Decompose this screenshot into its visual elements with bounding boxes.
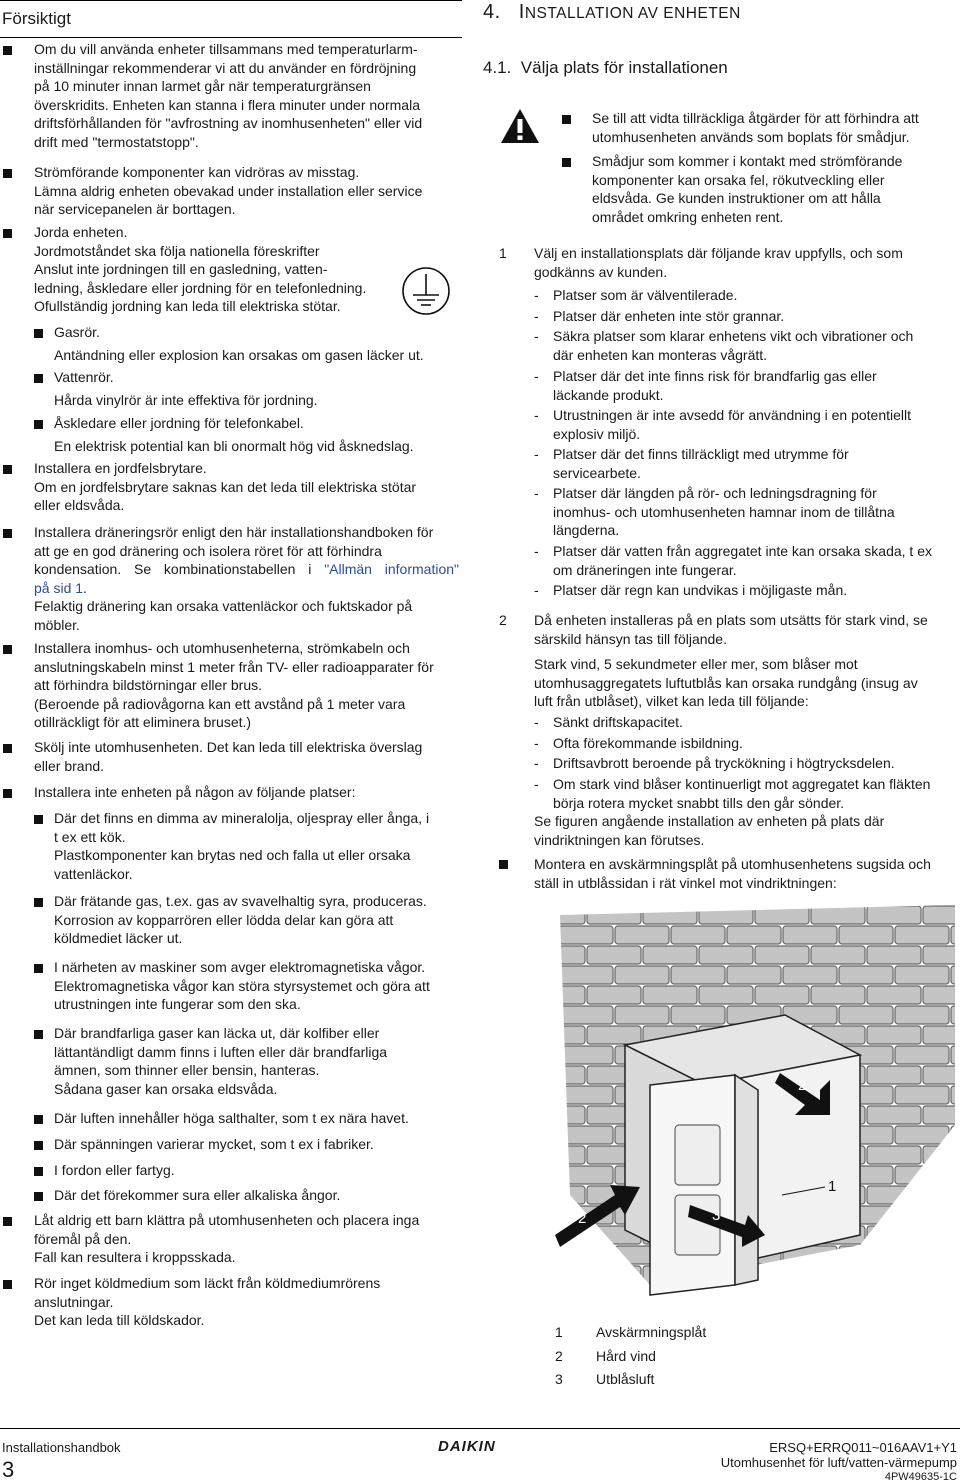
para-tv-distance (34, 639, 459, 732)
bullet (562, 115, 571, 124)
text-line: Smådjur som kommer i kontakt med strömförande (592, 153, 903, 169)
unit-grille-top (675, 1125, 720, 1185)
bullet (3, 789, 12, 798)
bullet (34, 1167, 43, 1176)
installation-figure (530, 905, 955, 1300)
text-line: explosiv miljö. (553, 425, 641, 442)
text-line: Låt aldrig ett barn klättra på utomhusenheten och placera inga (34, 1212, 420, 1228)
text-line: drift med "termostatstopp". (34, 133, 199, 150)
bullet (3, 46, 12, 55)
text-line: Platser där längden på rör- och ledningsdragning för (553, 485, 877, 501)
text-line: Välj en installationsplats där följande krav uppfylls, och som (534, 245, 903, 261)
text-line: anslutningar. (34, 1293, 114, 1310)
effect-fan (553, 775, 957, 812)
text-line: Jorda enheten. (34, 224, 128, 240)
bullet (34, 329, 43, 338)
text-line: lättantändligt damm finns i luften eller där brandfarliga (54, 1043, 388, 1060)
text-line: Åskledare eller jordning för telefonkabel. (54, 415, 304, 431)
text-line: Där det finns en dimma av mineralolja, oljespray eller ånga, i (54, 810, 430, 826)
bullet (499, 860, 508, 869)
dash-marker: - (534, 368, 539, 384)
warning-triangle-icon (500, 108, 540, 144)
text-line: utrustningen inte fungerar som den ska. (54, 996, 301, 1013)
text-line: Säkra platser som klarar enhetens vikt och vibrationer och (553, 328, 914, 344)
text-line: eller brand. (34, 757, 105, 774)
dash-marker: - (534, 735, 539, 751)
chapter-number: 4. (483, 1, 501, 23)
para-mineral-oil (54, 809, 459, 883)
section-header-bar (0, 0, 462, 38)
text-line: särskild hänsyn tas till följande. (534, 630, 727, 647)
text-line: Det kan leda till köldskador. (34, 1312, 205, 1329)
text-line: vindriktningen kan förutses. (534, 831, 705, 848)
legend-number: 3 (555, 1371, 563, 1387)
req-water-damage (553, 542, 957, 579)
effect-capacity: Sänkt driftskapacitet. (553, 714, 683, 730)
link-general-info[interactable]: "Allmän information" (324, 561, 459, 578)
legend-text: Hård vind (596, 1348, 656, 1364)
bullet (34, 1192, 43, 1201)
figure-label-1: 1 (828, 1178, 837, 1195)
text-line: Lämna aldrig enheten obevakad under installation eller service (34, 182, 423, 199)
dash-marker: - (534, 582, 539, 598)
para-corrosive-gas (54, 892, 459, 948)
bullet (562, 158, 571, 167)
text-line: längderna. (553, 522, 620, 539)
text-line: driftsförhållanden för "avfrostning av inomhusenheten" eller vid (34, 115, 423, 132)
text-line: Stark vind, 5 sekundmeter eller mer, som blåser mot (534, 656, 858, 672)
chapter-heading (483, 1, 741, 24)
text-line: Platser där det finns tillräckligt med utrymme för (553, 446, 849, 462)
req-rain: Platser där regn kan undvikas i möjligaste mån. (553, 582, 848, 598)
text-line: när servicepanelen är borttagen. (34, 201, 236, 218)
text-line: Fall kan resultera i kroppsskada. (34, 1249, 236, 1266)
req-no-gas (553, 367, 957, 404)
text-line: Där brandfarliga gaser kan läcka ut, där kolfiber eller (54, 1025, 380, 1041)
text-line: om dräneringen inte fungerar. (553, 561, 737, 578)
para-see-figure (534, 812, 957, 849)
text-line: En elektrisk potential kan bli onormalt hög vid åsknedslag. (54, 437, 414, 454)
text-line: området omkring enheten rent. (592, 208, 784, 225)
para-vehicles: I fordon eller fartyg. (54, 1162, 175, 1178)
para-refrigerant (34, 1274, 459, 1330)
legend-text: Utblåsluft (596, 1371, 655, 1387)
para-wind-effect (534, 655, 957, 711)
req-pipe-length (553, 484, 957, 540)
list-number: 1 (499, 245, 507, 261)
text-line: Sådana gaser kan orsaka eldsvåda. (54, 1080, 278, 1097)
section-title: Försiktigt (2, 9, 71, 28)
text-line: Plastkomponenter kan brytas ned och falla ut eller orsaka (54, 847, 411, 864)
text-segment: . (83, 579, 87, 596)
outdoor-unit-side (735, 1075, 758, 1285)
footer-model: ERSQ+ERRQ011~016AAV1+Y1 (769, 1440, 957, 1455)
footer-doc-number: 4PW49635-1C (884, 1471, 957, 1483)
text-line: godkänns av kunden. (534, 263, 668, 280)
text-line: Se figuren angående installation av enheten på plats där (534, 813, 885, 829)
legend-number: 1 (555, 1324, 563, 1340)
text-line: Om du vill använda enheter tillsammans med temperaturlarm- (34, 41, 418, 57)
text-line: t ex ett kök. (54, 828, 126, 845)
para-temperature-alarm (34, 40, 459, 152)
para-voltage: Där spänningen varierar mycket, som t ex i fabriker. (54, 1136, 374, 1152)
text-line: Montera en avskärmningsplåt på utomhusenhetens sugsida och (534, 856, 931, 872)
figure-label-2-top: 2 (798, 1077, 807, 1094)
text-line: I närheten av maskiner som avger elektromagnetiska vågor. (54, 959, 426, 975)
section-heading: 4.1. Välja plats för installationen (483, 58, 728, 77)
bullet (3, 465, 12, 474)
dash-marker: - (534, 755, 539, 771)
dash-marker: - (534, 543, 539, 559)
text-line: att förhindra bildstörningar eller brus. (34, 677, 263, 694)
para-salt: Där luften innehåller höga salthalter, som t ex nära havet. (54, 1110, 409, 1126)
dash-marker: - (534, 287, 539, 303)
footer-product: Utomhusenhet för luft/vatten-värmepump (720, 1455, 957, 1470)
bullet (3, 529, 12, 538)
text-line: Skölj inte utomhusenheten. Det kan leda till elektriska överslag (34, 739, 423, 755)
text-line: servicearbete. (553, 464, 641, 481)
text-line: där enheten kan monteras vågrätt. (553, 346, 768, 363)
effect-pressure: Driftsavbrott beroende på tryckökning i högtrycksdelen. (553, 755, 895, 771)
text-line: Korrosion av kopparrören eller lödda delar kan göra att (54, 911, 394, 928)
para-small-animals (592, 109, 949, 146)
text-line: Gasrör. (54, 324, 100, 340)
text-line: Installera inomhus- och utomhusenheterna, strömkabeln och (34, 640, 410, 656)
text-line: läckande produkt. (553, 386, 664, 403)
bullet (34, 898, 43, 907)
text-line: inställningar rekommenderar vi att du använder en fördröjning (34, 59, 417, 76)
ground-symbol-icon (400, 265, 452, 317)
para-animal-contact (592, 152, 949, 226)
text-line: anslutningskabeln minst 1 meter från TV- eller radioapparater för (34, 658, 434, 675)
dash-marker: - (534, 446, 539, 462)
text-line: Om en jordfelsbrytare saknas kan det leda till elektriska stötar (34, 478, 417, 495)
legend-text: Avskärmningsplåt (596, 1324, 707, 1340)
para-shield-plate (534, 855, 957, 892)
text-line: Anslut inte jordningen till en gasledning, vatten- (34, 261, 328, 278)
text-line: komponenter kan orsaka fel, rökutveckling eller (592, 171, 885, 188)
text-line: Om stark vind blåser kontinuerligt mot aggregatet kan fläkten (553, 776, 931, 792)
link-page-1[interactable]: på sid 1 (34, 579, 84, 596)
dash-marker: - (534, 714, 539, 730)
req-ventilated: Platser som är välventilerade. (553, 287, 738, 303)
bullet (3, 1280, 12, 1289)
text-line: otillräckligt för att eliminera bruset.) (34, 714, 252, 731)
para-acid-vapors: Där det förekommer sura eller alkaliska ångor. (54, 1187, 341, 1203)
text-line: Platser där vatten från aggregatet inte kan orsaka skada, t ex (553, 543, 932, 559)
text-line: utomhusaggregatets luftutblås kan orsaka rundgång (insug av (534, 674, 918, 691)
para-gas-pipes (54, 323, 459, 364)
text-line: luft från utblåset), vilket kan leda till följande: (534, 693, 809, 710)
legend-number: 2 (555, 1348, 563, 1364)
bullet (3, 169, 12, 178)
para-water-pipes (54, 368, 459, 409)
figure-label-3: 3 (712, 1207, 721, 1224)
text-line: Ofullständig jordning kan leda till elektriska stötar. (34, 298, 341, 315)
chapter-initial: I (518, 1, 525, 23)
text-line: Installera inte enheten på någon av följande platser: (34, 784, 356, 800)
req-neighbours: Platser där enheten inte stör grannar. (553, 308, 785, 324)
footer-manual-title: Installationshandbok (2, 1440, 121, 1455)
para-em-waves (54, 958, 459, 1014)
text-line: Där frätande gas, t.ex. gas av svavelhaltig syra, produceras. (54, 893, 427, 909)
text-line: överskridits. Enheten kan stanna i flera minuter under normala (34, 96, 420, 113)
text-line: köldmediet läcker ut. (54, 930, 183, 947)
chapter-title: NSTALLATION AV ENHETEN (524, 5, 741, 22)
effect-icing: Ofta förekommande isbildning. (553, 735, 743, 751)
text-line: Utrustningen är inte avsedd för användning i en potentiellt (553, 407, 912, 423)
bullet (3, 229, 12, 238)
text-line: eller eldsvåda. (34, 497, 125, 514)
text-line: ämnen, som thinner eller bensin, hanteras. (54, 1062, 320, 1079)
req-not-explosive (553, 406, 957, 443)
text-line: Jordmotståndet ska följa nationella föreskrifter (34, 242, 320, 259)
text-line: Platser där det inte finns risk för brandfarlig gas eller (553, 368, 877, 384)
para-choose-location (534, 244, 957, 281)
text-line: ledning, åskledare eller jordning för en telefonledning. (34, 279, 367, 296)
dash-marker: - (534, 485, 539, 501)
para-drainage (34, 523, 459, 635)
list-number: 2 (499, 612, 507, 628)
text-line: Installera dräneringsrör enligt den här installationshandboken för (34, 524, 434, 540)
bullet (34, 420, 43, 429)
text-line: möbler. (34, 616, 80, 633)
text-line: Vattenrör. (54, 369, 114, 385)
text-line: vattenläckor. (54, 865, 133, 882)
daikin-logo: DAIKIN (438, 1438, 496, 1455)
req-weight (553, 327, 957, 364)
dash-marker: - (534, 328, 539, 344)
text-line: att ge en god dränering och isolera röret för att förhindra (34, 542, 382, 559)
bullet (34, 1030, 43, 1039)
text-line: börja rotera mycket snabbt tills den går sönder. (553, 794, 845, 811)
para-do-not-install (34, 783, 459, 802)
bullet (34, 1141, 43, 1150)
para-flammable-gas (54, 1024, 459, 1098)
text-line: (Beroende på radiovågorna kan ett avstånd på 1 meter vara (34, 695, 406, 712)
text-line: Då enheten installeras på en plats som utsätts för stark vind, se (534, 612, 928, 628)
text-line: Hårda vinylrör är inte effektiva för jordning. (54, 391, 318, 408)
para-strong-wind (534, 611, 957, 648)
bullet (34, 815, 43, 824)
page-footer (0, 1428, 960, 1483)
bullet (34, 1115, 43, 1124)
text-line: på 10 minuter innan larmet går när temperaturgränsen (34, 78, 371, 95)
text-line: Se till att vidta tillräckliga åtgärder för att förhindra att (592, 110, 919, 126)
text-line: eldsvåda. Ge kunden instruktioner om att hålla (592, 190, 881, 207)
para-grounding (34, 223, 374, 316)
text-segment: kondensation. Se kombinationstabellen i (34, 561, 325, 578)
dash-marker: - (534, 776, 539, 792)
dash-marker: - (534, 407, 539, 423)
text-line: ställ in utblåssidan i rät vinkel mot vindriktningen: (534, 874, 837, 891)
text-line: Rör inget köldmedium som läckt från köldmediumrörens (34, 1275, 381, 1291)
text-line: Antändning eller explosion kan orsakas om gasen läcker ut. (54, 346, 424, 363)
bullet (3, 645, 12, 654)
text-line (34, 560, 459, 579)
text-line: Elektromagnetiska vågor kan störa styrsystemet och göra att (54, 977, 430, 994)
dash-marker: - (534, 308, 539, 324)
figure-label-2-bottom: 2 (578, 1210, 587, 1227)
bullet (34, 374, 43, 383)
text-line: inomhus- och utomhusenheten hamnar inom de tillåtna (553, 503, 895, 520)
bullet (34, 964, 43, 973)
text-line: Strömförande komponenter kan vidröras av misstag. (34, 164, 360, 180)
para-lightning (54, 414, 459, 455)
req-service-space (553, 445, 957, 482)
text-line: Felaktig dränering kan orsaka vattenläckor och fuktskador på (34, 598, 413, 615)
para-no-rinse (34, 738, 459, 775)
para-rcd (34, 459, 459, 515)
bullet (3, 744, 12, 753)
text-line: Installera en jordfelsbrytare. (34, 460, 207, 476)
text-line: utomhusenheten används som boplats för smådjur. (592, 128, 910, 145)
text-line: föremål på den. (34, 1230, 132, 1247)
page-number: 3 (2, 1457, 15, 1482)
bullet (3, 1217, 12, 1226)
para-live-components (34, 163, 459, 219)
para-children (34, 1211, 459, 1267)
text-line (34, 579, 459, 598)
